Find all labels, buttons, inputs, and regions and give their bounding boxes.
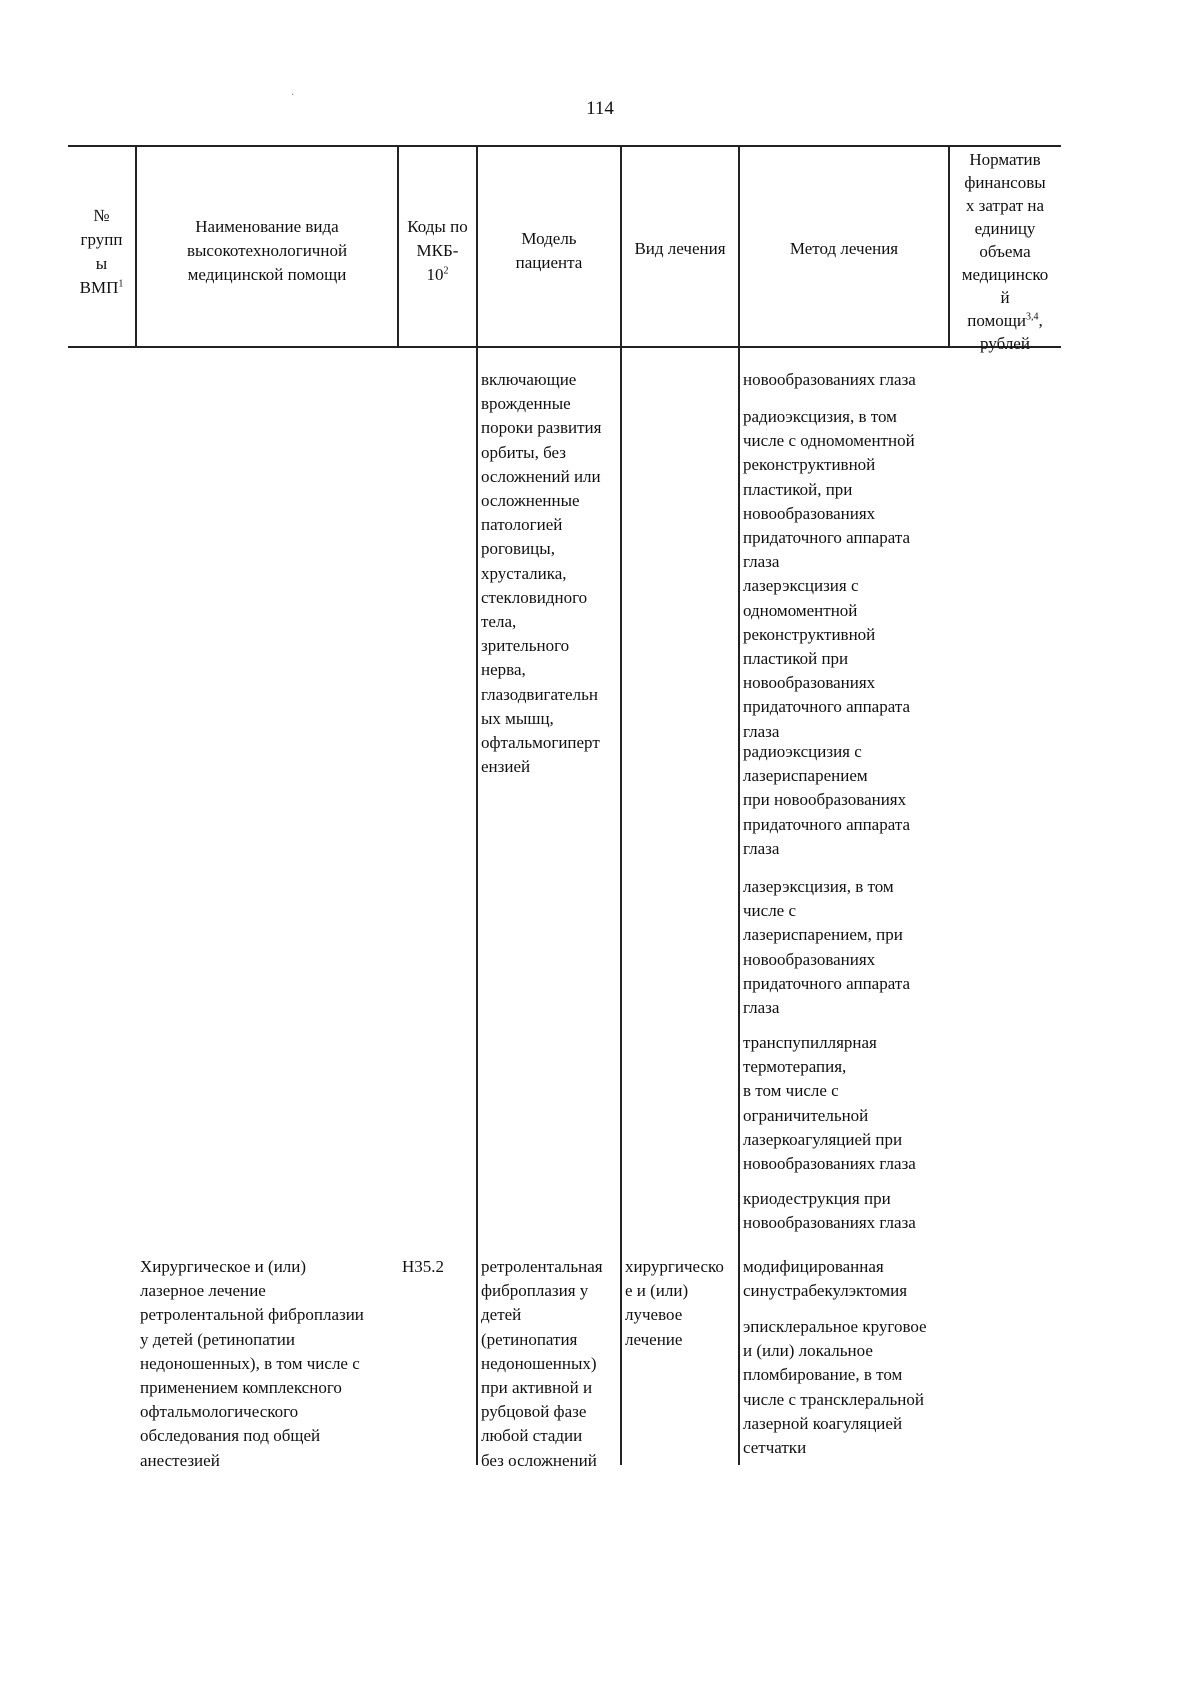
table-header-bottom-border	[68, 346, 1061, 348]
header-icd-codes: Коды по МКБ- $10^2$	[407, 217, 468, 284]
header-group-number: № групп ы ВМП$^1$	[79, 206, 124, 297]
column-separator	[620, 145, 622, 1465]
table-top-border	[68, 145, 1061, 147]
row2-icd-code: Н35.2	[402, 1257, 445, 1276]
row1-method-3: радиоэксцизия с лазериспарением при новообразованиях придаточного аппарата глаза	[743, 742, 911, 858]
header-treatment-type: Вид лечения	[634, 239, 726, 258]
column-separator	[476, 145, 478, 1465]
header-patient-model: Модель пациента	[515, 229, 583, 272]
header-cost-norm: Норматив финансовы х затрат на единицу объема медицинско й помощи$^{3,4}$, рублей	[961, 150, 1049, 353]
page-number: 114	[586, 98, 614, 119]
row1-method-4: лазерэксцизия, в том числе с лазериспарением, при новообразованиях придаточного аппарата глаза	[743, 877, 911, 1018]
row1-method-1: новообразованиях глаза	[743, 370, 916, 389]
header-service-name: Наименование вида высокотехнологичной медицинской помощи	[186, 217, 348, 284]
header-treatment-method: Метод лечения	[789, 239, 899, 258]
scan-speck: ·	[291, 90, 295, 101]
row2-patient-model: ретролентальная фиброплазия у детей (ретинопатия недоношенных) при активной и рубцовой фазе любой стадии без осложнений	[481, 1257, 603, 1470]
row2-service-name: Хирургическое и (или) лазерное лечение ретролентальной фиброплазии у детей (ретинопатии недоношенных), в том числе с применением комплексного офтальмологического обследования под общей анестезией	[140, 1257, 364, 1470]
row1-patient-model: включающие врожденные пороки развития орбиты, без осложнений или осложненные патологией роговицы, хрусталика, стекловидного тела, зрительного нерва, глазодвигательн ых мышц, офтальмогиперт ензией	[481, 370, 602, 777]
row2-treatment-type: хирургическо е и (или) лучевое лечение	[625, 1257, 724, 1349]
column-separator	[738, 145, 740, 1465]
row1-method-5: транспупиллярная термотерапия, в том числе с ограничительной лазеркоагуляцией при новообразованиях глаза	[743, 1033, 916, 1174]
row2-method-2: эписклеральное круговое и (или) локальное пломбирование, в том числе с трансклеральной лазерной коагуляцией сетчатки	[743, 1317, 927, 1458]
row2-method-1: модифицированная синустрабекулэктомия	[743, 1257, 908, 1301]
row1-method-6: криодеструкция при новообразованиях глаза	[743, 1189, 916, 1233]
row1-method-2: радиоэксцизия, в том числе с одномоментной реконструктивной пластикой, при новообразованиях придаточного аппарата глаза лазерэксцизия с одномоментной реконструктивной пластикой при новообразованиях придаточного аппарата глаза	[743, 407, 915, 741]
